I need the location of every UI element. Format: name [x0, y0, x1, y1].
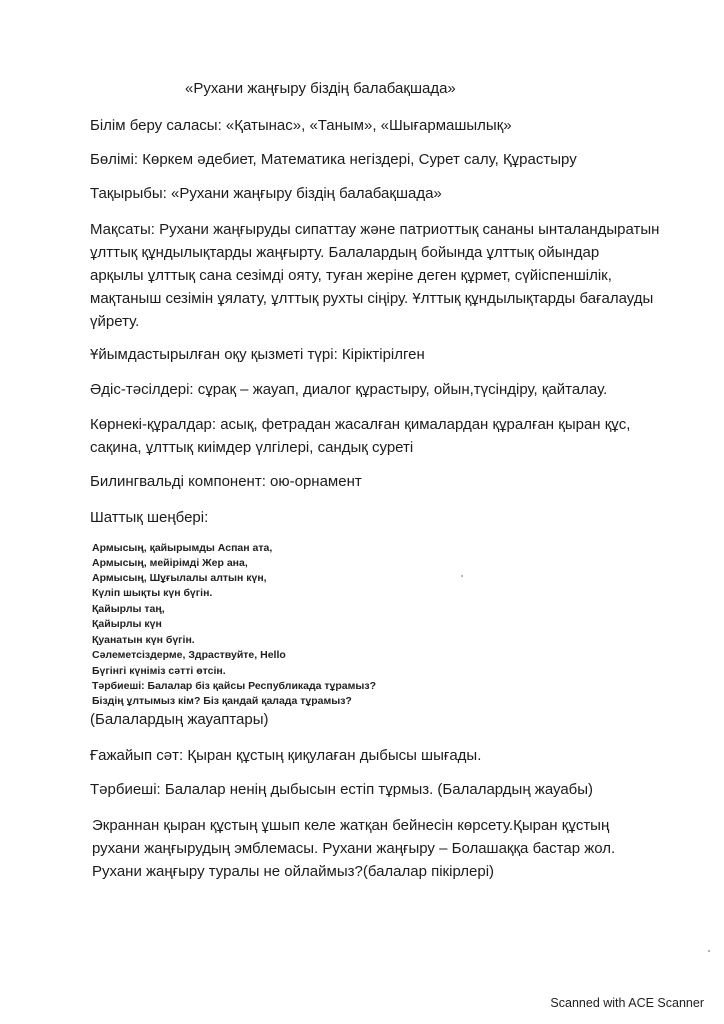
- methods-line: Әдіс-тәсілдері: сұрақ – жауап, диалог құрастыру, ойын,түсіндіру, қайталау.: [90, 381, 608, 398]
- activity-type: Ұйымдастырылған оқу қызметі түрі: Кіріктірілген: [90, 346, 425, 363]
- education-area: Білім беру саласы: «Қатынас», «Таным», «Шығармашылық»: [90, 117, 512, 134]
- poem-line: Біздің ұлтымыз кім? Біз қандай қалада тұрамыз?: [92, 695, 352, 707]
- poem-line: Армысың, қайырымды Аспан ата,: [92, 542, 273, 554]
- goal-paragraph: [90, 218, 690, 333]
- final-line: рухани жаңғырудың эмблемасы. Рухани жаңғыру – Болашаққа бастар жол.: [92, 840, 616, 857]
- poem-line: Бүгінгі күніміз сәтті өтсін.: [92, 665, 226, 677]
- goal-line: үйрету.: [90, 313, 140, 330]
- poem-line: Қайырлы күн: [92, 618, 162, 630]
- document-title: «Рухани жаңғыру біздің балабақшада»: [185, 80, 456, 97]
- scanner-watermark: Scanned with ACE Scanner: [550, 996, 704, 1010]
- goal-line: Мақсаты: Рухани жаңғыруды сипаттау және патриоттық сананы ынталандыратын: [90, 221, 660, 238]
- poem-line: Сәлеметсіздерме, Здраствуйте, Hello: [92, 649, 286, 661]
- final-line: Экраннан қыран құстың ұшып келе жатқан бейнесін көрсету.Қыран құстың: [92, 817, 610, 834]
- children-answers: (Балалардың жауаптары): [90, 711, 269, 728]
- visual-aids-line: Көрнекі-құралдар: асық, фетрадан жасалған қималардан құралған қыран құс,: [90, 416, 631, 433]
- poem-line: Қайырлы таң,: [92, 603, 165, 615]
- circle-heading: Шаттық шеңбері:: [90, 509, 209, 526]
- wonder-moment: Ғажайып сәт: Қыран құстың қиқулаған дыбысы шығады.: [90, 747, 482, 764]
- poem-line: Күліп шықты күн бүгін.: [92, 587, 213, 599]
- teacher-question: Тәрбиеші: Балалар ненің дыбысын естіп тұрмыз. (Балалардың жауабы): [90, 781, 594, 798]
- final-line: Рухани жаңғыру туралы не ойлаймыз?(балалар пікірлері): [92, 863, 495, 880]
- scan-speck: [708, 950, 710, 952]
- scan-speck: [461, 575, 463, 577]
- section-line: Бөлімі: Көркем әдебиет, Математика негіздері, Сурет салу, Құрастыру: [90, 151, 577, 168]
- visual-aids-paragraph: [90, 413, 690, 459]
- bilingual-line: Билингвальді компонент: ою-орнамент: [90, 473, 362, 490]
- visual-aids-line: сақина, ұлттық киімдер үлгілері, сандық суреті: [90, 439, 414, 456]
- final-paragraph: [92, 814, 692, 883]
- poem-line: Қуанатын күн бүгін.: [92, 634, 195, 646]
- poem-line: Тәрбиеші: Балалар біз қайсы Республикада тұрамыз?: [92, 680, 377, 692]
- poem-line: Армысың, мейірімді Жер ана,: [92, 557, 248, 569]
- goal-line: ұлттық құндылықтарды жаңғырту. Балалардың бойында ұлттық ойындар: [90, 244, 600, 261]
- goal-line: мақтаныш сезімін ұялату, ұлттық рухты сіңіру. Ұлттық құндылықтарды бағалауды: [90, 290, 654, 307]
- goal-line: арқылы ұлттық сана сезімді ояту, туған жеріне деген құрмет, сүйіспеншілік,: [90, 267, 612, 284]
- poem-line: Армысың, Шұғылалы алтын күн,: [92, 572, 267, 584]
- topic-line: Тақырыбы: «Рухани жаңғыру біздің балабақшада»: [90, 185, 442, 202]
